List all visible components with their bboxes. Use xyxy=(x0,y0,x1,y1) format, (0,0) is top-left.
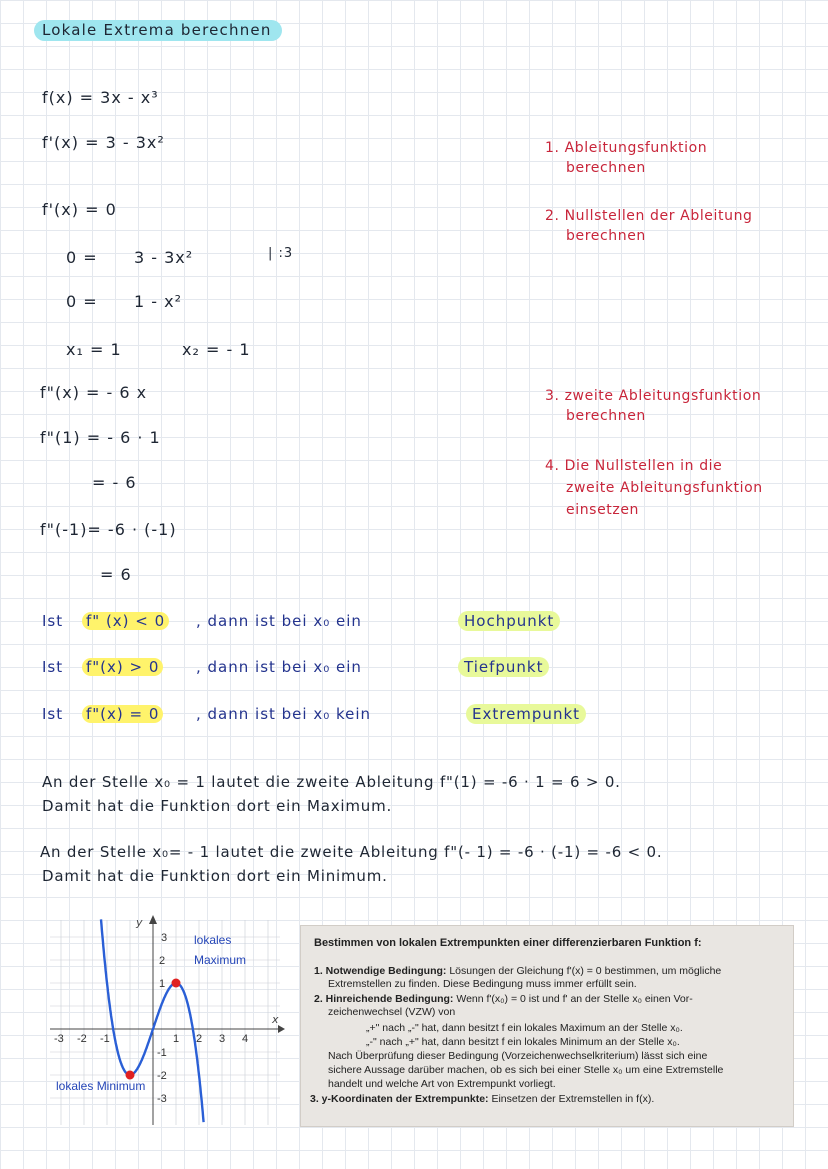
info-condition-2-case-a: „+" nach „-" hat, dann besitzt f ein lokales Maximum an der Stelle x₀. xyxy=(366,1022,683,1034)
rule-3-condition: f"(x) = 0 xyxy=(82,705,163,723)
solution-x1: x₁ = 1 xyxy=(66,340,122,359)
conclusion-1-line-2: Damit hat die Funktion dort ein Maximum. xyxy=(42,797,393,815)
second-derivative-at-minus-1: f"(-1)= -6 · (-1) xyxy=(40,520,177,539)
equation-1-operation: | :3 xyxy=(268,246,294,261)
rule-2-text: , dann ist bei x₀ ein xyxy=(196,658,362,676)
info-condition-2-case-b: „-" nach „+" hat, dann besitzt f ein lokales Minimum an der Stelle x₀. xyxy=(366,1036,680,1048)
conclusion-1-line-1: An der Stelle x₀ = 1 lautet die zweite Ableitung f"(1) = -6 · 1 = 6 > 0. xyxy=(42,773,621,791)
second-derivative: f"(x) = - 6 x xyxy=(40,383,148,402)
rule-1-condition: f" (x) < 0 xyxy=(82,612,169,630)
info-condition-2-cont: zeichenwechsel (VZW) von xyxy=(328,1006,456,1018)
x-tick-3: 3 xyxy=(219,1033,226,1045)
x-tick-4: 4 xyxy=(242,1033,249,1045)
y-tick-2: 2 xyxy=(159,955,166,967)
local-maximum-point xyxy=(172,979,181,988)
second-derivative-at-1: f"(1) = - 6 · 1 xyxy=(40,428,161,447)
info-condition-2-note-2: sichere Aussage darüber machen, ob es sich bei einer Stelle x₀ um eine Extremstelle xyxy=(328,1064,724,1076)
first-derivative: f'(x) = 3 - 3x² xyxy=(42,133,165,152)
step-3-line-2: berechnen xyxy=(566,408,646,424)
equation-2-left: 0 = xyxy=(66,292,98,311)
x-axis-label: x xyxy=(272,1013,279,1026)
x-tick-2: 2 xyxy=(196,1033,203,1045)
y-tick-minus-3: -3 xyxy=(157,1093,167,1105)
info-condition-3: 3. y-Koordinaten der Extrempunkte: Einsetzen der Extremstellen in f(x). xyxy=(310,1093,655,1105)
y-tick-minus-1: -1 xyxy=(157,1047,167,1059)
x-tick-minus-2: -2 xyxy=(77,1033,87,1045)
step-1-line-2: berechnen xyxy=(566,160,646,176)
y-tick-1: 1 xyxy=(159,978,166,990)
rule-3-prefix: Ist xyxy=(42,705,64,723)
info-condition-2-note-1: Nach Überprüfung dieser Bedingung (Vorzeichenwechselkriterium) lässt sich eine xyxy=(328,1050,708,1062)
local-maximum-label-1: lokales xyxy=(194,933,232,947)
equation-1-right: 3 - 3x² xyxy=(134,248,194,267)
rule-3-result: Extrempunkt xyxy=(466,705,586,723)
step-4-line-3: einsetzen xyxy=(566,502,640,518)
step-1-line-1: 1. Ableitungsfunktion xyxy=(545,140,708,156)
function-graph xyxy=(40,910,290,1130)
conclusion-2-line-2: Damit hat die Funktion dort ein Minimum. xyxy=(42,867,388,885)
x-tick-minus-3: -3 xyxy=(54,1033,64,1045)
step-4-line-2: zweite Ableitungsfunktion xyxy=(566,480,763,496)
equation-2-right: 1 - x² xyxy=(134,292,183,311)
rule-2-result: Tiefpunkt xyxy=(458,658,549,676)
y-axis-label: y xyxy=(136,916,143,929)
y-tick-3: 3 xyxy=(161,932,168,944)
second-derivative-at-1-result: = - 6 xyxy=(92,473,137,492)
equation-1-left: 0 = xyxy=(66,248,98,267)
rule-1-result: Hochpunkt xyxy=(458,612,560,630)
step-3-line-1: 3. zweite Ableitungsfunktion xyxy=(545,388,762,404)
rule-3-text: , dann ist bei x₀ kein xyxy=(196,705,372,723)
solution-x2: x₂ = - 1 xyxy=(182,340,251,359)
x-tick-minus-1: -1 xyxy=(100,1033,110,1045)
rule-1-text: , dann ist bei x₀ ein xyxy=(196,612,362,630)
step-2-line-2: berechnen xyxy=(566,228,646,244)
first-derivative-zero: f'(x) = 0 xyxy=(42,200,117,219)
local-maximum-label-2: Maximum xyxy=(194,953,247,967)
info-condition-1-cont: Extremstellen zu finden. Diese Bedingung muss immer erfüllt sein. xyxy=(328,978,637,990)
rule-1-prefix: Ist xyxy=(42,612,64,630)
rule-2-prefix: Ist xyxy=(42,658,64,676)
info-condition-2: 2. Hinreichende Bedingung: Wenn f'(x₀) = 0 ist und f' an der Stelle x₀ einen Vor- xyxy=(314,993,693,1005)
function-definition: f(x) = 3x - x³ xyxy=(42,88,159,107)
second-derivative-at-minus-1-result: = 6 xyxy=(100,565,132,584)
conclusion-2-line-1: An der Stelle x₀= - 1 lautet die zweite Ableitung f"(- 1) = -6 · (-1) = -6 < 0. xyxy=(40,843,663,861)
info-condition-2-note-3: handelt und welche Art von Extrempunkt vorliegt. xyxy=(328,1078,556,1090)
local-minimum-label: lokales Minimum xyxy=(56,1079,146,1093)
step-4-line-1: 4. Die Nullstellen in die xyxy=(545,458,723,474)
y-axis-arrow xyxy=(149,915,157,924)
x-axis-arrow xyxy=(278,1025,285,1033)
info-box xyxy=(300,925,794,1127)
y-tick-minus-2: -2 xyxy=(157,1070,167,1082)
page-title: Lokale Extrema berechnen xyxy=(34,20,282,41)
x-tick-1: 1 xyxy=(173,1033,180,1045)
step-2-line-1: 2. Nullstellen der Ableitung xyxy=(545,208,753,224)
rule-2-condition: f"(x) > 0 xyxy=(82,658,163,676)
info-box-heading: Bestimmen von lokalen Extrempunkten einer differenzierbaren Funktion f: xyxy=(314,937,702,949)
info-condition-1: 1. Notwendige Bedingung: Lösungen der Gleichung f'(x) = 0 bestimmen, um mögliche xyxy=(314,965,722,977)
